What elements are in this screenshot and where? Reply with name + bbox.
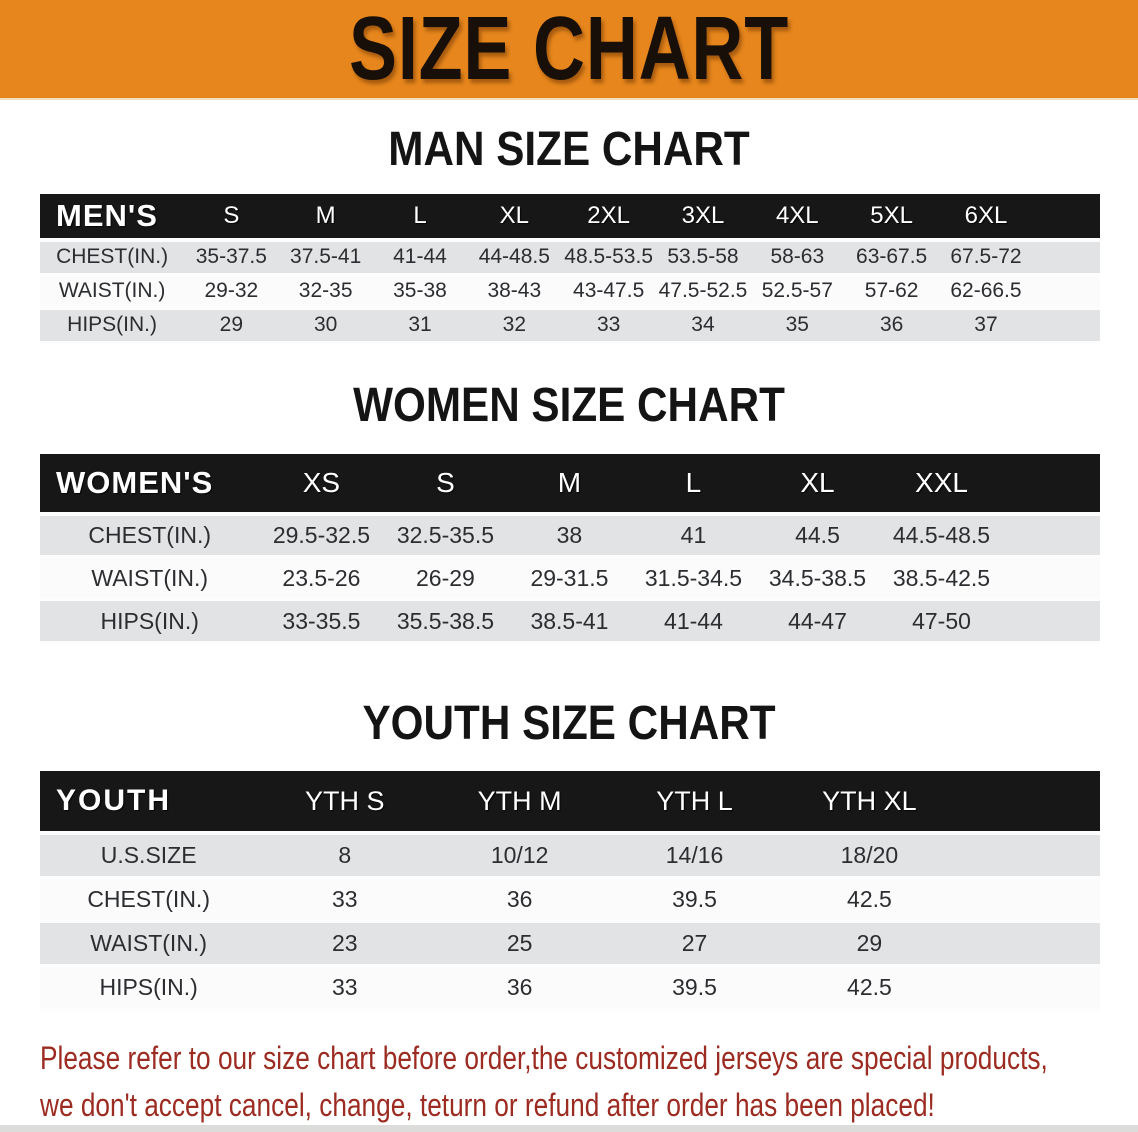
spacer-cell — [1004, 600, 1101, 643]
table-cell: 23 — [257, 921, 432, 965]
table-cell: 34.5-38.5 — [755, 557, 879, 600]
table-cell: 36 — [432, 965, 607, 1009]
table-cell: 33 — [257, 877, 432, 921]
header-spacer — [1033, 194, 1100, 240]
table-cell: 29-31.5 — [507, 557, 631, 600]
table-cell: 26-29 — [383, 557, 507, 600]
disclaimer-text — [40, 1035, 1048, 1129]
row-label: CHEST(IN.) — [40, 514, 259, 557]
table-row — [40, 274, 1100, 308]
table-cell: 43-47.5 — [561, 274, 655, 308]
row-label: WAIST(IN.) — [40, 921, 257, 965]
table-cell: 32-35 — [279, 274, 373, 308]
table-row — [40, 308, 1100, 342]
table-row — [40, 965, 1100, 1009]
table-row — [40, 514, 1100, 557]
bottom-strip — [0, 1125, 1138, 1132]
table-cell: 25 — [432, 921, 607, 965]
youth-header-row — [40, 771, 1100, 833]
table-cell: 29 — [184, 308, 278, 342]
table-cell: 8 — [257, 833, 432, 877]
column-header: 4XL — [750, 194, 844, 240]
table-cell: 38.5-41 — [507, 600, 631, 643]
column-header: M — [507, 454, 631, 514]
table-cell: 33-35.5 — [259, 600, 383, 643]
disclaimer-line-2: we don't accept cancel, change, teturn or refund after order has been placed! — [40, 1086, 935, 1123]
table-cell: 39.5 — [607, 877, 782, 921]
row-label: HIPS(IN.) — [40, 600, 259, 643]
youth-section-heading: YOUTH SIZE CHART — [362, 697, 776, 750]
table-cell: 36 — [844, 308, 938, 342]
table-cell: 35.5-38.5 — [383, 600, 507, 643]
column-header: L — [631, 454, 755, 514]
column-header: XXL — [879, 454, 1003, 514]
table-cell: 39.5 — [607, 965, 782, 1009]
table-cell: 30 — [279, 308, 373, 342]
table-cell: 32.5-35.5 — [383, 514, 507, 557]
table-cell: 53.5-58 — [656, 240, 750, 274]
women-size-table — [40, 454, 1100, 645]
women-table-label: WOMEN'S — [40, 454, 259, 514]
spacer-cell — [957, 877, 1100, 921]
table-cell: 52.5-57 — [750, 274, 844, 308]
table-cell: 31.5-34.5 — [631, 557, 755, 600]
men-section-heading: MAN SIZE CHART — [388, 123, 750, 176]
column-header: 3XL — [656, 194, 750, 240]
spacer-cell — [957, 833, 1100, 877]
spacer-cell — [1004, 514, 1101, 557]
youth-table-label: YOUTH — [40, 771, 257, 833]
table-cell: 34 — [656, 308, 750, 342]
table-cell: 33 — [257, 965, 432, 1009]
row-label: WAIST(IN.) — [40, 557, 259, 600]
table-row — [40, 240, 1100, 274]
column-header: 2XL — [561, 194, 655, 240]
table-cell: 18/20 — [782, 833, 957, 877]
table-cell: 38 — [507, 514, 631, 557]
table-cell: 41-44 — [631, 600, 755, 643]
table-cell: 63-67.5 — [844, 240, 938, 274]
table-cell: 10/12 — [432, 833, 607, 877]
table-cell: 42.5 — [782, 965, 957, 1009]
table-cell: 47-50 — [879, 600, 1003, 643]
table-cell: 35-37.5 — [184, 240, 278, 274]
column-header: XL — [467, 194, 561, 240]
table-cell: 62-66.5 — [939, 274, 1033, 308]
row-label: CHEST(IN.) — [40, 240, 184, 274]
page-title: SIZE CHART — [349, 0, 789, 99]
table-cell: 14/16 — [607, 833, 782, 877]
table-cell: 37.5-41 — [279, 240, 373, 274]
disclaimer-line-1: Please refer to our size chart before order,the customized jerseys are special products, — [40, 1039, 1048, 1076]
table-cell: 38.5-42.5 — [879, 557, 1003, 600]
table-cell: 44-48.5 — [467, 240, 561, 274]
column-header: YTH XL — [782, 771, 957, 833]
column-header: YTH S — [257, 771, 432, 833]
table-cell: 31 — [373, 308, 467, 342]
table-row — [40, 557, 1100, 600]
spacer-cell — [957, 965, 1100, 1009]
column-header: L — [373, 194, 467, 240]
table-cell: 58-63 — [750, 240, 844, 274]
spacer-cell — [957, 921, 1100, 965]
table-cell: 38-43 — [467, 274, 561, 308]
row-label: WAIST(IN.) — [40, 274, 184, 308]
men-table-label: MEN'S — [40, 194, 184, 240]
table-cell: 27 — [607, 921, 782, 965]
header-spacer — [957, 771, 1100, 833]
table-cell: 23.5-26 — [259, 557, 383, 600]
table-cell: 29 — [782, 921, 957, 965]
spacer-cell — [1033, 274, 1100, 308]
column-header: XS — [259, 454, 383, 514]
table-row — [40, 921, 1100, 965]
spacer-cell — [1033, 240, 1100, 274]
table-row — [40, 877, 1100, 921]
table-cell: 41 — [631, 514, 755, 557]
women-section-heading: WOMEN SIZE CHART — [353, 378, 785, 432]
spacer-cell — [1033, 308, 1100, 342]
column-header: 5XL — [844, 194, 938, 240]
table-cell: 57-62 — [844, 274, 938, 308]
table-cell: 67.5-72 — [939, 240, 1033, 274]
table-cell: 32 — [467, 308, 561, 342]
table-cell: 29.5-32.5 — [259, 514, 383, 557]
spacer-cell — [1004, 557, 1101, 600]
banner — [0, 0, 1138, 100]
column-header: XL — [755, 454, 879, 514]
table-cell: 37 — [939, 308, 1033, 342]
row-label: HIPS(IN.) — [40, 308, 184, 342]
table-cell: 35 — [750, 308, 844, 342]
row-label: HIPS(IN.) — [40, 965, 257, 1009]
table-cell: 48.5-53.5 — [561, 240, 655, 274]
table-cell: 35-38 — [373, 274, 467, 308]
table-cell: 44.5-48.5 — [879, 514, 1003, 557]
row-label: CHEST(IN.) — [40, 877, 257, 921]
table-cell: 41-44 — [373, 240, 467, 274]
men-header-row — [40, 194, 1100, 240]
table-cell: 42.5 — [782, 877, 957, 921]
men-size-table — [40, 194, 1100, 344]
column-header: YTH M — [432, 771, 607, 833]
table-cell: 29-32 — [184, 274, 278, 308]
women-header-row — [40, 454, 1100, 514]
row-label: U.S.SIZE — [40, 833, 257, 877]
table-cell: 33 — [561, 308, 655, 342]
table-cell: 44-47 — [755, 600, 879, 643]
column-header: S — [184, 194, 278, 240]
column-header: M — [279, 194, 373, 240]
column-header: 6XL — [939, 194, 1033, 240]
table-cell: 44.5 — [755, 514, 879, 557]
table-cell: 47.5-52.5 — [656, 274, 750, 308]
table-row — [40, 833, 1100, 877]
header-spacer — [1004, 454, 1101, 514]
column-header: S — [383, 454, 507, 514]
column-header: YTH L — [607, 771, 782, 833]
table-row — [40, 600, 1100, 643]
youth-size-table — [40, 771, 1100, 1011]
table-cell: 36 — [432, 877, 607, 921]
